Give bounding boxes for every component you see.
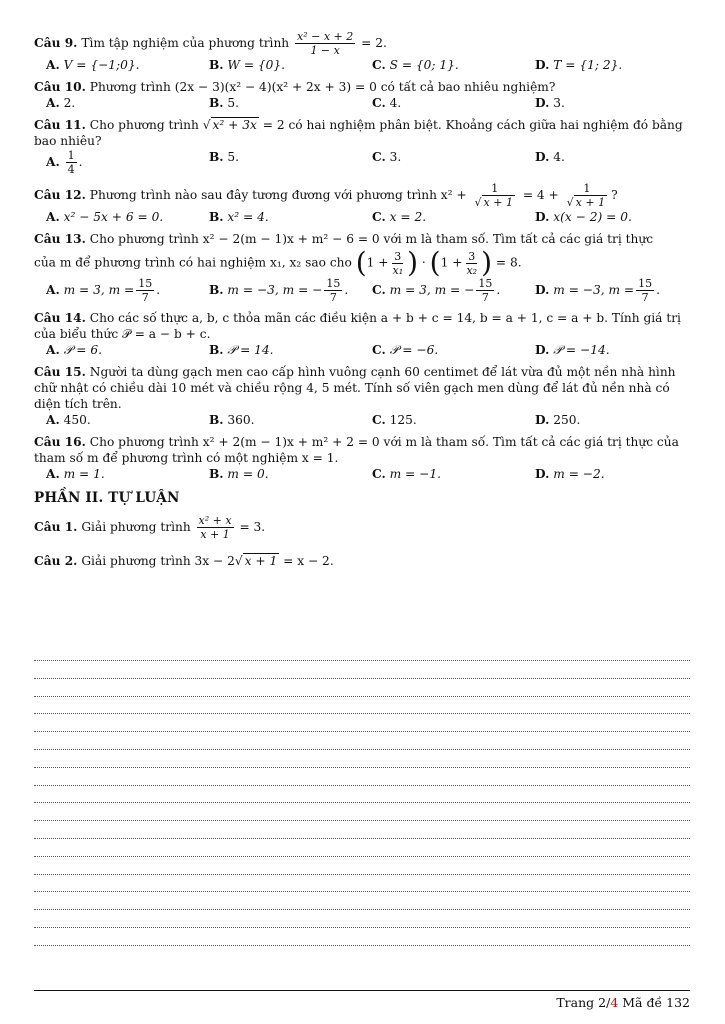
options-row	[46, 412, 704, 428]
question-14: Câu 14. Cho các số thực a, b, c thỏa mãn các điều kiện a + b + c = 14, b = a + 1, c = a + b. Tính giá trị của biểu thức 𝒫 = a − b + c.	[34, 311, 681, 341]
answer-line[interactable]	[34, 713, 690, 714]
question-stem: Phương trình (2x − 3)(x² − 4)(x² + 2x + 3) = 0 có tất cả bao nhiêu nghiệm?	[89, 80, 556, 94]
essay-question-2: Câu 2. Giải phương trình 3x − 2√ x + 1 = x − 2.	[34, 554, 334, 568]
answer-line[interactable]	[34, 838, 690, 839]
option-d[interactable]: D. 250.	[535, 413, 581, 427]
answer-line[interactable]	[34, 891, 690, 892]
option-a[interactable]: A. $\frac{1}{4}$ .	[46, 149, 83, 176]
question-10: Câu 10. Phương trình (2x − 3)(x² − 4)(x² + 2x + 3) = 0 có tất cả bao nhiêu nghiệm?	[34, 80, 556, 94]
answer-line[interactable]	[34, 696, 690, 697]
option-c[interactable]: C. 𝒫 = −6.	[372, 343, 439, 357]
answer-line[interactable]	[34, 767, 690, 768]
options-row	[46, 466, 704, 482]
answer-line[interactable]	[34, 856, 690, 857]
essay-question-1: Câu 1. Giải phương trình $\frac{\text{x² + x}}{x + 1}$ = 3.	[34, 514, 266, 541]
answer-line[interactable]	[34, 749, 690, 750]
options-row	[46, 149, 704, 176]
page-footer: Trang 2/4 Mã đề 132	[556, 995, 690, 1010]
answer-line[interactable]	[34, 678, 690, 679]
option-b[interactable]: B. 5.	[209, 96, 240, 110]
option-a[interactable]: A. 𝒫 = 6.	[46, 343, 102, 357]
option-d[interactable]: D. 𝒫 = −14.	[535, 343, 610, 357]
options-row	[46, 209, 704, 225]
fraction: $\frac{1}{√ x + 1}$	[474, 182, 513, 209]
option-c[interactable]: C. m = 3, m = − $\frac{15}{7}$ .	[372, 277, 501, 304]
option-a[interactable]: A. 450.	[46, 413, 91, 427]
option-b[interactable]: B. x² = 4.	[209, 210, 269, 224]
option-b[interactable]: B. 𝒫 = 14.	[209, 343, 274, 357]
question-16: Câu 16. Cho phương trình x² + 2(m − 1)x + m² + 2 = 0 với m là tham số. Tìm tất cả các giá trị thực của tham số m để phương trình có một nghiệm x = 1.	[34, 435, 679, 465]
exam-page	[34, 30, 692, 569]
footer-divider	[34, 990, 690, 991]
answer-line[interactable]	[34, 945, 690, 946]
answer-line[interactable]	[34, 820, 690, 821]
fraction: $\frac{1}{√ x + 1}$	[566, 182, 606, 209]
option-a[interactable]: A. m = 3, m = $\frac{15}{7}$ .	[46, 277, 161, 304]
options-row	[46, 57, 704, 73]
answer-line[interactable]	[34, 731, 690, 732]
option-d[interactable]: D. 4.	[535, 150, 565, 164]
answer-line[interactable]	[34, 874, 690, 875]
option-d[interactable]: D. T = {1; 2}.	[535, 58, 623, 72]
question-label: Câu 9.	[34, 36, 78, 50]
answer-line[interactable]	[34, 802, 690, 803]
option-c[interactable]: C. x = 2.	[372, 210, 427, 224]
option-c[interactable]: C. 3.	[372, 150, 402, 164]
option-c[interactable]: C. m = −1.	[372, 467, 441, 481]
answer-line[interactable]	[34, 909, 690, 910]
question-12: Câu 12. Phương trình nào sau đây tương đương với phương trình x² + $\frac{1}{√ x + 1}$ = 4 + $\frac{1}{√ x + 1}$ ?	[34, 182, 618, 209]
option-b[interactable]: B. m = 0.	[209, 467, 269, 481]
question-9: Câu 9. Tìm tập nghiệm của phương trình $\frac{\text{x² − x + 2}}{1 - x}$ = 2.	[34, 30, 387, 57]
question-13: Câu 13. Cho phương trình x² − 2(m − 1)x + m² − 6 = 0 với m là tham số. Tìm tất cả các giá trị thực của m để phương trình có hai nghiệm x₁, x₂ sao cho (1 + $\frac{3}{\text{x₁}}$ ) · (1 + $\frac{3}{\text{x₂}}$ ) = 8.	[34, 232, 654, 279]
sqrt-expression: x² + 3x	[212, 118, 257, 132]
option-b[interactable]: B. 360.	[209, 413, 255, 427]
section-title: PHẦN II. TỰ LUẬN	[34, 490, 180, 506]
fraction: $\frac{\text{x² − x + 2}}{1 - x}$	[297, 30, 354, 57]
options-row	[46, 277, 704, 304]
options-row	[46, 342, 704, 358]
option-d[interactable]: D. m = −2.	[535, 467, 605, 481]
option-a[interactable]: A. V = {−1;0}.	[46, 58, 140, 72]
option-c[interactable]: C. 125.	[372, 413, 417, 427]
question-11: Câu 11. Cho phương trình √ x² + 3x = 2 có hai nghiệm phân biệt. Khoảng cách giữa hai nghiệm đó bằng bao nhiêu?	[34, 118, 683, 148]
option-a[interactable]: A. 2.	[46, 96, 76, 110]
option-d[interactable]: D. 3.	[535, 96, 565, 110]
option-d[interactable]: D. x(x − 2) = 0.	[535, 210, 632, 224]
answer-line[interactable]	[34, 927, 690, 928]
answer-line[interactable]	[34, 785, 690, 786]
option-a[interactable]: A. x² − 5x + 6 = 0.	[46, 210, 164, 224]
option-c[interactable]: C. 4.	[372, 96, 402, 110]
question-15: Câu 15. Người ta dùng gạch men cao cấp hình vuông cạnh 60 centimet để lát vừa đủ một nền nhà hình chữ nhật có chiều dài 10 mét và chiều rộng 4, 5 mét. Tính số viên gạch men dùng để lát đủ nền nhà có diện tích trên.	[34, 365, 676, 411]
option-b[interactable]: B. 5.	[209, 150, 240, 164]
option-b[interactable]: B. W = {0}.	[209, 58, 286, 72]
option-d[interactable]: D. m = −3, m = $\frac{15}{7}$ .	[535, 277, 661, 304]
option-c[interactable]: C. S = {0; 1}.	[372, 58, 459, 72]
option-b[interactable]: B. m = −3, m = − $\frac{15}{7}$ .	[209, 277, 349, 304]
question-stem: Tìm tập nghiệm của phương trình	[81, 36, 290, 50]
answer-line[interactable]	[34, 660, 690, 661]
option-a[interactable]: A. m = 1.	[46, 467, 105, 481]
options-row	[46, 95, 704, 111]
